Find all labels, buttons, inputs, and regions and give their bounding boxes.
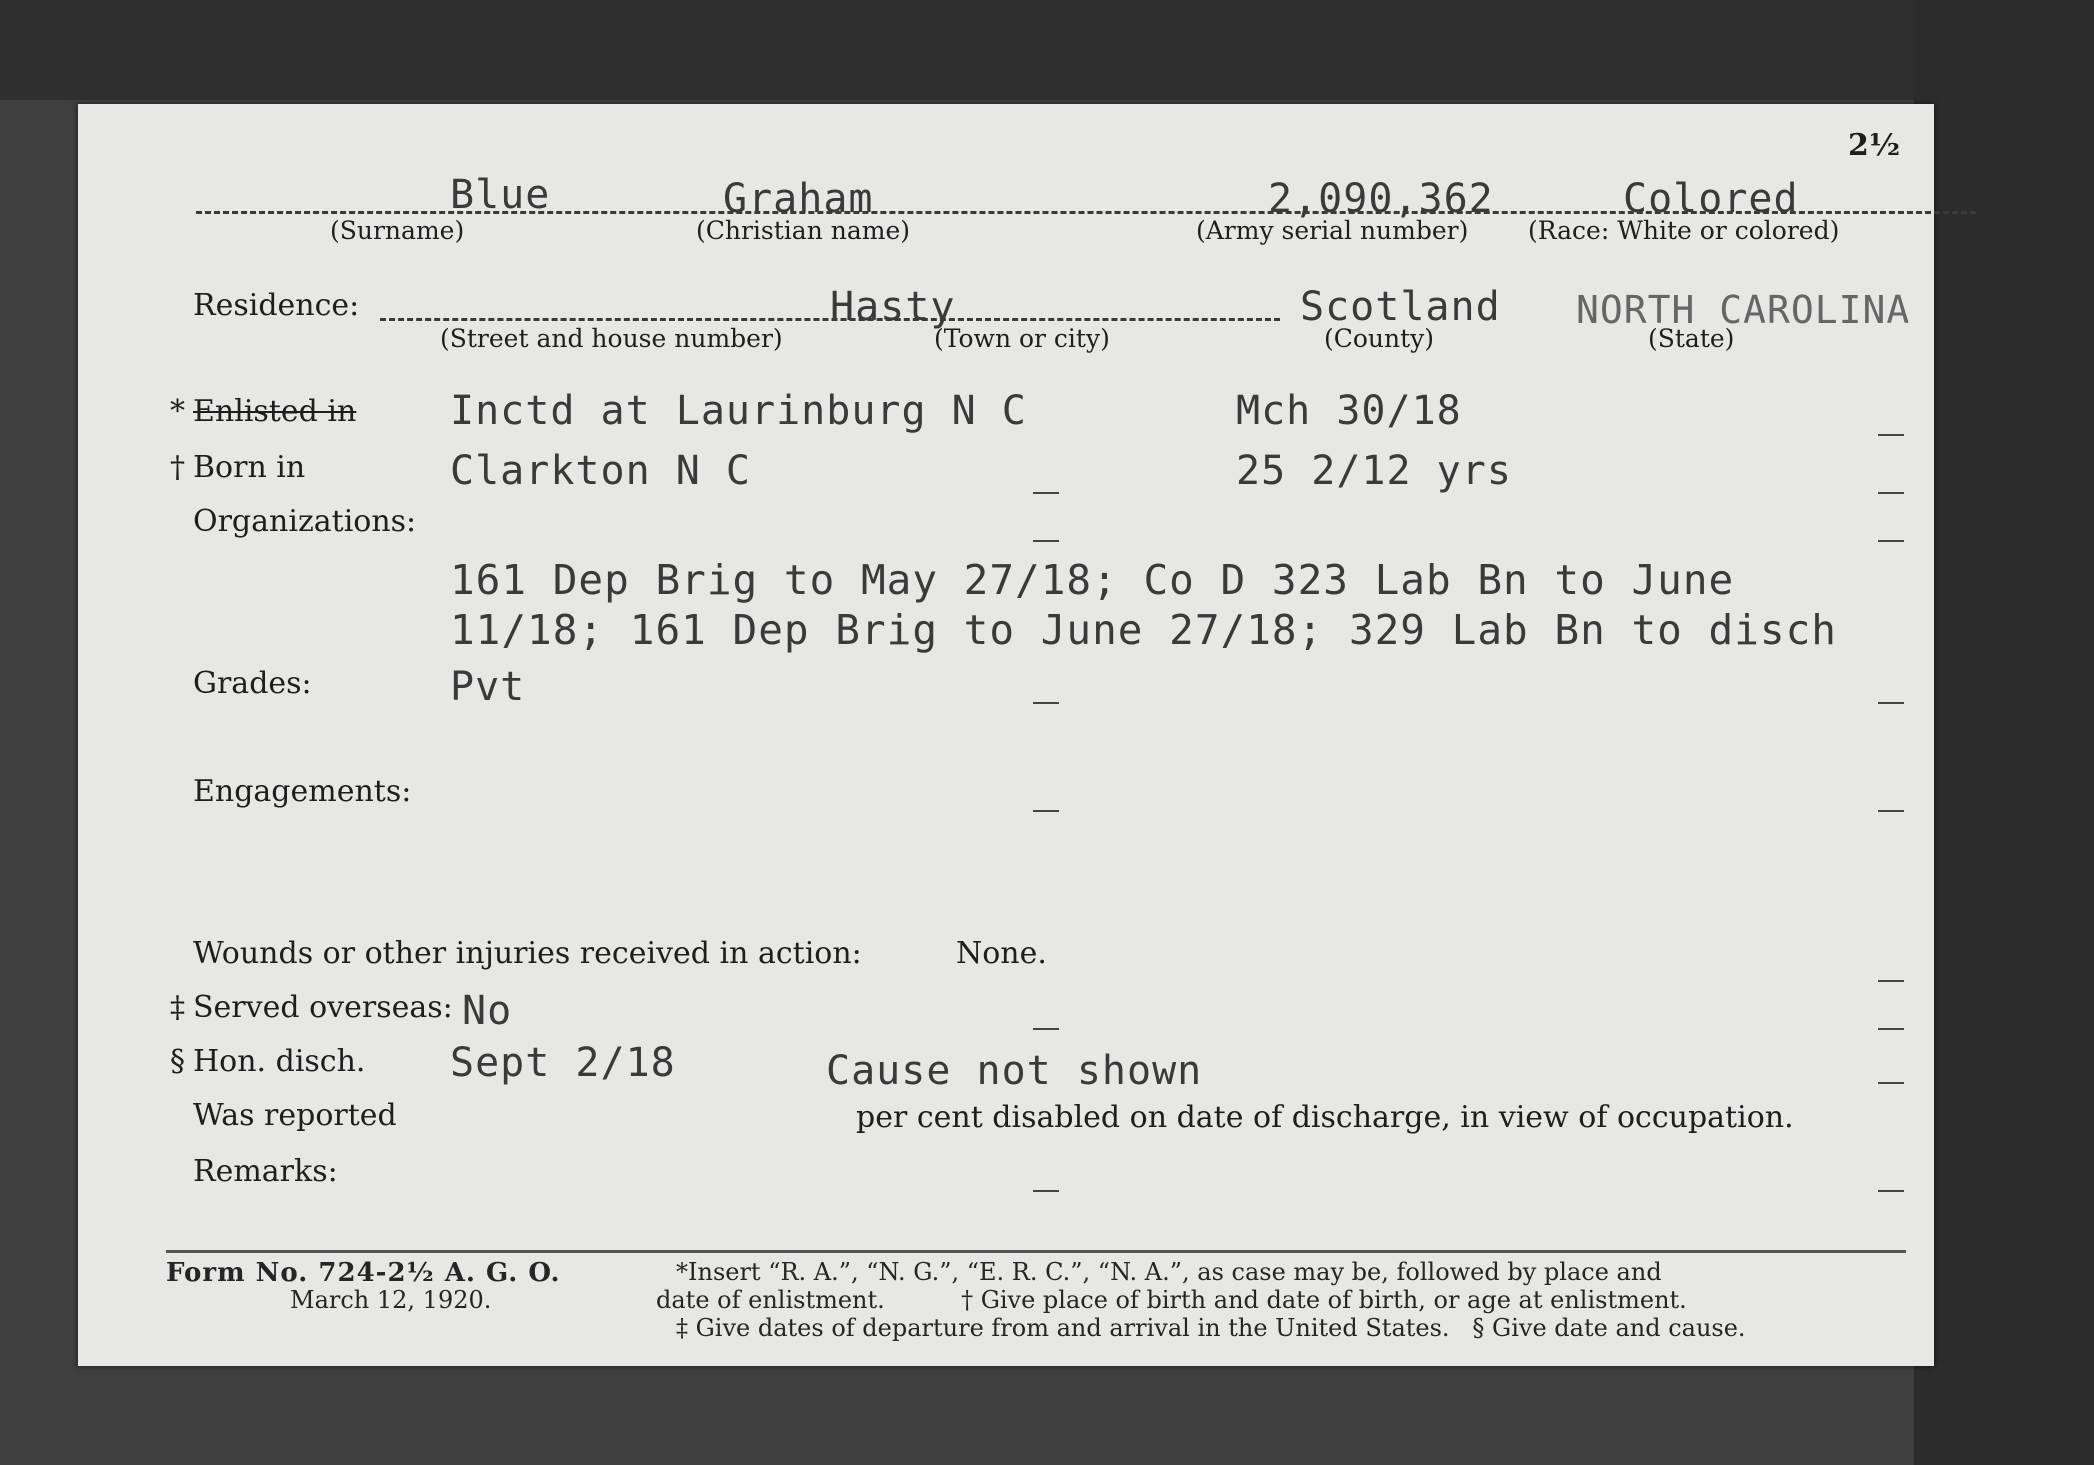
discharge-mark: § bbox=[170, 1044, 185, 1079]
scanner-background-top bbox=[0, 0, 2094, 100]
born-label: Born in bbox=[193, 450, 306, 485]
grades-end-dash bbox=[1878, 702, 1904, 704]
reported-label: Was reported bbox=[193, 1098, 397, 1133]
enlisted-end-dash bbox=[1878, 434, 1904, 436]
christian-name-value: Graham bbox=[723, 176, 874, 222]
race-caption: (Race: White or colored) bbox=[1528, 216, 1840, 245]
remarks-label: Remarks: bbox=[193, 1154, 338, 1189]
born-end-dash bbox=[1878, 492, 1904, 494]
footer-note-3: ‡ Give dates of departure from and arrival in the United States. § Give date and cause. bbox=[676, 1314, 1746, 1342]
overseas-mark: ‡ bbox=[170, 990, 185, 1025]
serial-number-value: 2,090,362 bbox=[1268, 176, 1494, 222]
state-caption: (State) bbox=[1648, 324, 1735, 353]
street-caption: (Street and house number) bbox=[440, 324, 783, 353]
overseas-label: Served overseas: bbox=[193, 990, 453, 1025]
enlisted-label: Enlisted in bbox=[193, 394, 357, 429]
engagements-label: Engagements: bbox=[193, 774, 412, 809]
footer-note-1: *Insert “R. A.”, “N. G.”, “E. R. C.”, “N. A.”, as case may be, followed by place and bbox=[676, 1258, 1662, 1286]
form-number: Form No. 724-2½ A. G. O. bbox=[166, 1258, 561, 1288]
residence-state-value: NORTH CAROLINA bbox=[1576, 288, 1911, 332]
grades-label: Grades: bbox=[193, 666, 312, 701]
born-mark: † bbox=[170, 450, 185, 485]
wounds-end-dash bbox=[1878, 980, 1904, 982]
grades-value: Pvt bbox=[450, 664, 526, 710]
surname-caption: (Surname) bbox=[330, 216, 465, 245]
enlisted-mark: * bbox=[170, 394, 185, 429]
discharge-date-value: Sept 2/18 bbox=[450, 1040, 676, 1086]
footer-note-2: date of enlistment. † Give place of birth and date of birth, or age at enlistment. bbox=[656, 1286, 1687, 1314]
footer-rule bbox=[166, 1250, 1906, 1253]
town-caption: (Town or city) bbox=[934, 324, 1110, 353]
organizations-line-1: 161 Dep Brig to May 27/18; Co D 323 Lab Bn to June bbox=[450, 556, 1735, 604]
remarks-end-dash bbox=[1878, 1190, 1904, 1192]
enlisted-place-value: Inctd at Laurinburg N C bbox=[450, 388, 1027, 434]
christian-name-caption: (Christian name) bbox=[696, 216, 911, 245]
overseas-end-dash bbox=[1878, 1028, 1904, 1030]
wounds-label: Wounds or other injuries received in action: bbox=[193, 936, 862, 971]
born-mid-dash bbox=[1033, 492, 1059, 494]
organizations-end-dash bbox=[1878, 540, 1904, 542]
discharge-cause-value: Cause not shown bbox=[826, 1048, 1203, 1094]
grades-mid-dash bbox=[1033, 702, 1059, 704]
remarks-mid-dash bbox=[1033, 1190, 1059, 1192]
organizations-mid-dash bbox=[1033, 540, 1059, 542]
discharge-end-dash bbox=[1878, 1082, 1904, 1084]
reported-text: per cent disabled on date of discharge, in view of occupation. bbox=[856, 1100, 1794, 1135]
county-caption: (County) bbox=[1324, 324, 1435, 353]
born-age-value: 25 2/12 yrs bbox=[1236, 448, 1512, 494]
scanner-background-right bbox=[1914, 0, 2094, 1465]
serial-number-caption: (Army serial number) bbox=[1196, 216, 1469, 245]
engagements-mid-dash bbox=[1033, 810, 1059, 812]
residence-town-value: Hasty bbox=[830, 284, 956, 330]
overseas-mid-dash bbox=[1033, 1028, 1059, 1030]
service-record-card bbox=[78, 104, 1934, 1366]
residence-county-value: Scotland bbox=[1300, 284, 1501, 330]
discharge-label: Hon. disch. bbox=[193, 1044, 366, 1079]
born-place-value: Clarkton N C bbox=[450, 448, 751, 494]
surname-value: Blue bbox=[450, 172, 551, 218]
form-date: March 12, 1920. bbox=[290, 1286, 492, 1314]
wounds-value: None. bbox=[956, 936, 1047, 971]
overseas-value: No bbox=[462, 988, 513, 1034]
organizations-line-2: 11/18; 161 Dep Brig to June 27/18; 329 Lab Bn to disch bbox=[450, 606, 1837, 654]
residence-label: Residence: bbox=[193, 288, 360, 323]
card-fraction: 2½ bbox=[1848, 128, 1901, 163]
enlisted-date-value: Mch 30/18 bbox=[1236, 388, 1462, 434]
race-value: Colored bbox=[1623, 176, 1799, 222]
engagements-end-dash bbox=[1878, 810, 1904, 812]
organizations-label: Organizations: bbox=[193, 504, 417, 539]
